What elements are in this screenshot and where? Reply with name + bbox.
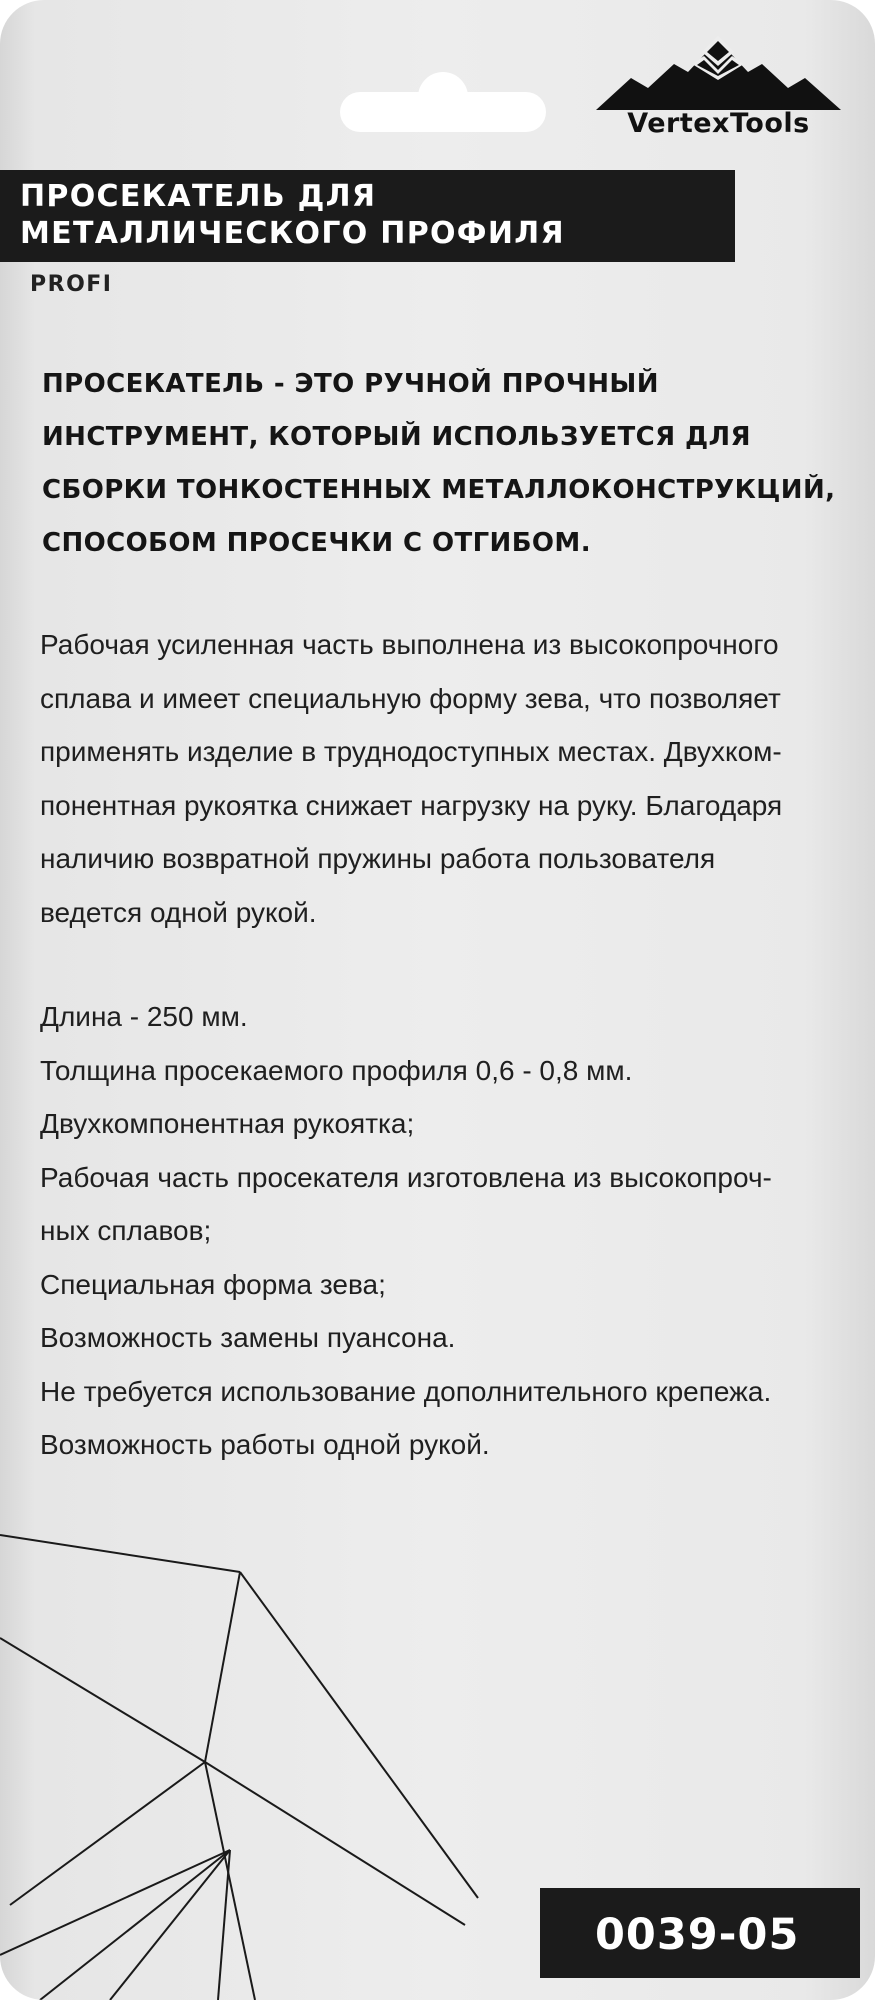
intro-paragraph: ПРОСЕКАТЕЛЬ - ЭТО РУЧНОЙ ПРОЧНЫЙ ИНСТРУМЕНТ, КОТОРЫЙ ИСПОЛЬЗУЕТСЯ ДЛЯ СБОРКИ ТОНКОСТЕННЫХ МЕТАЛЛОКОНСТРУКЦИЙ, СПОСОБОМ ПРОСЕЧКИ С ОТГИБОМ. (42, 369, 836, 558)
spec-item: Не требуется использование дополнительного крепежа. (40, 1375, 772, 1407)
mountain-logo-icon (596, 30, 841, 110)
brand-name: VertexTools (627, 108, 810, 139)
hang-hole (340, 92, 546, 132)
description-line: ведется одной рукой. (40, 896, 317, 928)
spec-item: Рабочая часть просекателя изготовлена из высокопроч- (40, 1161, 772, 1193)
description-line: понентная рукоятка снижает нагрузку на руку. Благодаря (40, 789, 783, 821)
spec-item: Возможность замены пуансона. (40, 1322, 456, 1353)
description-line: Рабочая усиленная часть выполнена из высокопрочного (40, 629, 779, 660)
description-line: сплава и имеет специальную форму зева, что позволяет (40, 682, 781, 714)
spec-item: Специальная форма зева; (40, 1268, 386, 1300)
product-series: PROFI (30, 272, 113, 297)
product-title: ПРОСЕКАТЕЛЬ ДЛЯ МЕТАЛЛИЧЕСКОГО ПРОФИЛЯ (20, 179, 565, 251)
description-line: применять изделие в труднодоступных местах. Двухком- (40, 736, 782, 767)
spec-item: Длина - 250 мм. (40, 1001, 248, 1032)
article-code: 0039-05 (595, 1910, 800, 1960)
description-line: наличию возвратной пружины работа пользователя (40, 843, 716, 874)
description-paragraph (40, 618, 840, 939)
spec-item: Возможность работы одной рукой. (40, 1429, 490, 1460)
spec-item: Двухкомпонентная рукоятка; (40, 1108, 415, 1139)
brand-logo (596, 30, 841, 145)
spec-list (40, 990, 840, 1472)
spec-item: ных сплавов; (40, 1215, 212, 1246)
spec-item: Толщина просекаемого профиля 0,6 - 0,8 мм. (40, 1054, 633, 1086)
